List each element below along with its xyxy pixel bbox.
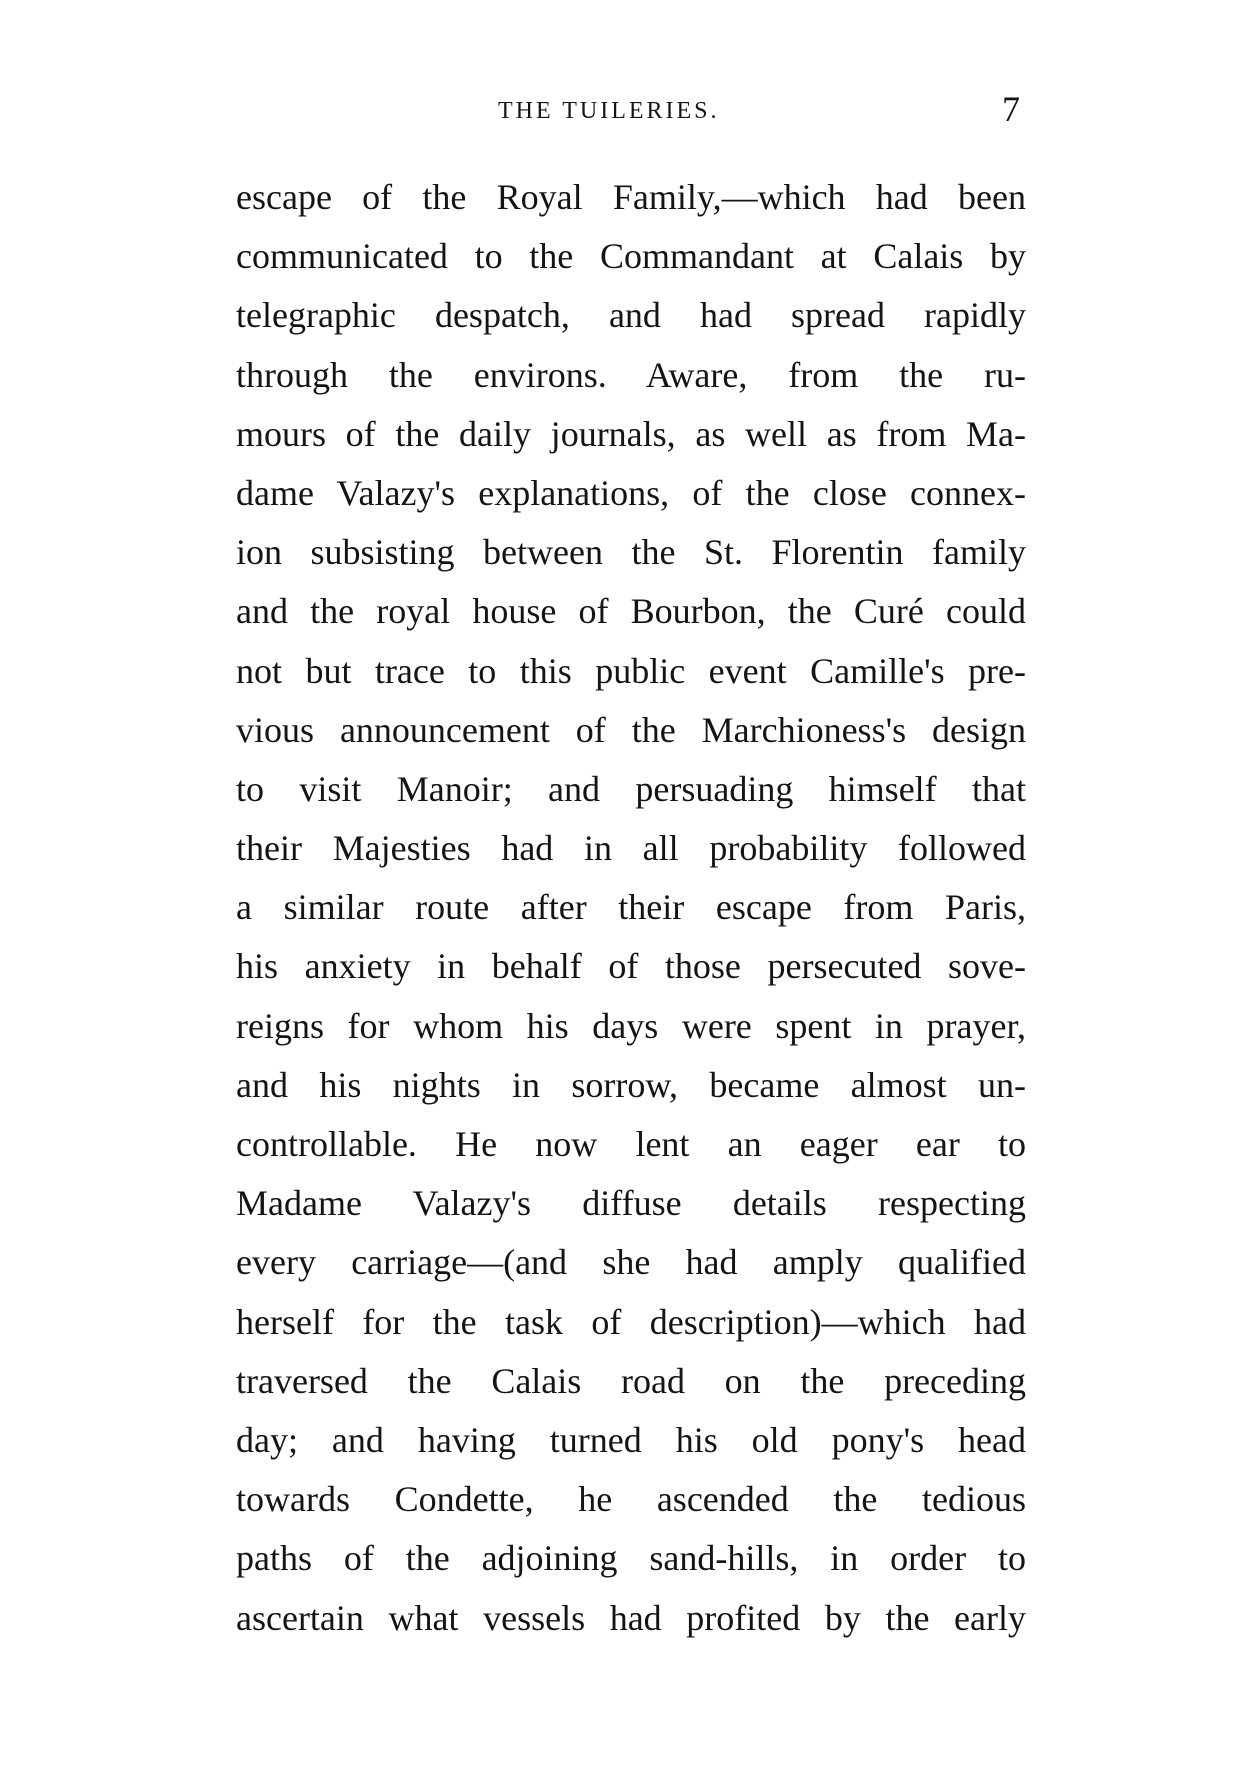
text-line: reigns for whom his days were spent in prayer, — [236, 1005, 1026, 1046]
text-line: paths of the adjoining sand-hills, in order to — [236, 1538, 1026, 1579]
text-line: dame Valazy's explanations, of the close connex- — [236, 472, 1026, 513]
running-head — [0, 88, 1259, 128]
text-line: traversed the Calais road on the preceding — [236, 1360, 1026, 1401]
text-line: telegraphic despatch, and had spread rapidly — [236, 295, 1026, 336]
text-line: controllable. He now lent an eager ear to — [236, 1124, 1026, 1164]
text-line: through the environs. Aware, from the ru- — [236, 354, 1026, 395]
text-line: not but trace to this public event Camille's pre- — [236, 650, 1026, 691]
text-line: escape of the Royal Family,—which had been — [236, 177, 1026, 217]
text-line: herself for the task of description)—which had — [236, 1301, 1026, 1342]
text-line: day; and having turned his old pony's head — [236, 1419, 1026, 1460]
text-line: vious announcement of the Marchioness's design — [236, 709, 1026, 750]
body-text — [236, 168, 1026, 1648]
text-line: every carriage—(and she had amply qualified — [236, 1242, 1026, 1283]
text-line: and the royal house of Bourbon, the Curé could — [236, 591, 1026, 632]
text-line: their Majesties had in all probability followed — [236, 828, 1026, 869]
text-line: his anxiety in behalf of those persecuted sove- — [236, 946, 1026, 987]
text-line: to visit Manoir; and persuading himself that — [236, 768, 1026, 809]
text-line: ion subsisting between the St. Florentin family — [236, 532, 1026, 573]
text-line: towards Condette, he ascended the tedious — [236, 1479, 1026, 1520]
text-line: mours of the daily journals, as well as from Ma- — [236, 413, 1026, 454]
text-line: and his nights in sorrow, became almost un- — [236, 1064, 1026, 1105]
running-title: THE TUILERIES. — [498, 98, 720, 124]
text-line: a similar route after their escape from Paris, — [236, 887, 1026, 928]
page-number: 7 — [1002, 89, 1020, 129]
text-line: communicated to the Commandant at Calais by — [236, 236, 1026, 277]
text-line: ascertain what vessels had profited by the early — [236, 1597, 1026, 1638]
text-line: Madame Valazy's diffuse details respecting — [236, 1183, 1026, 1224]
